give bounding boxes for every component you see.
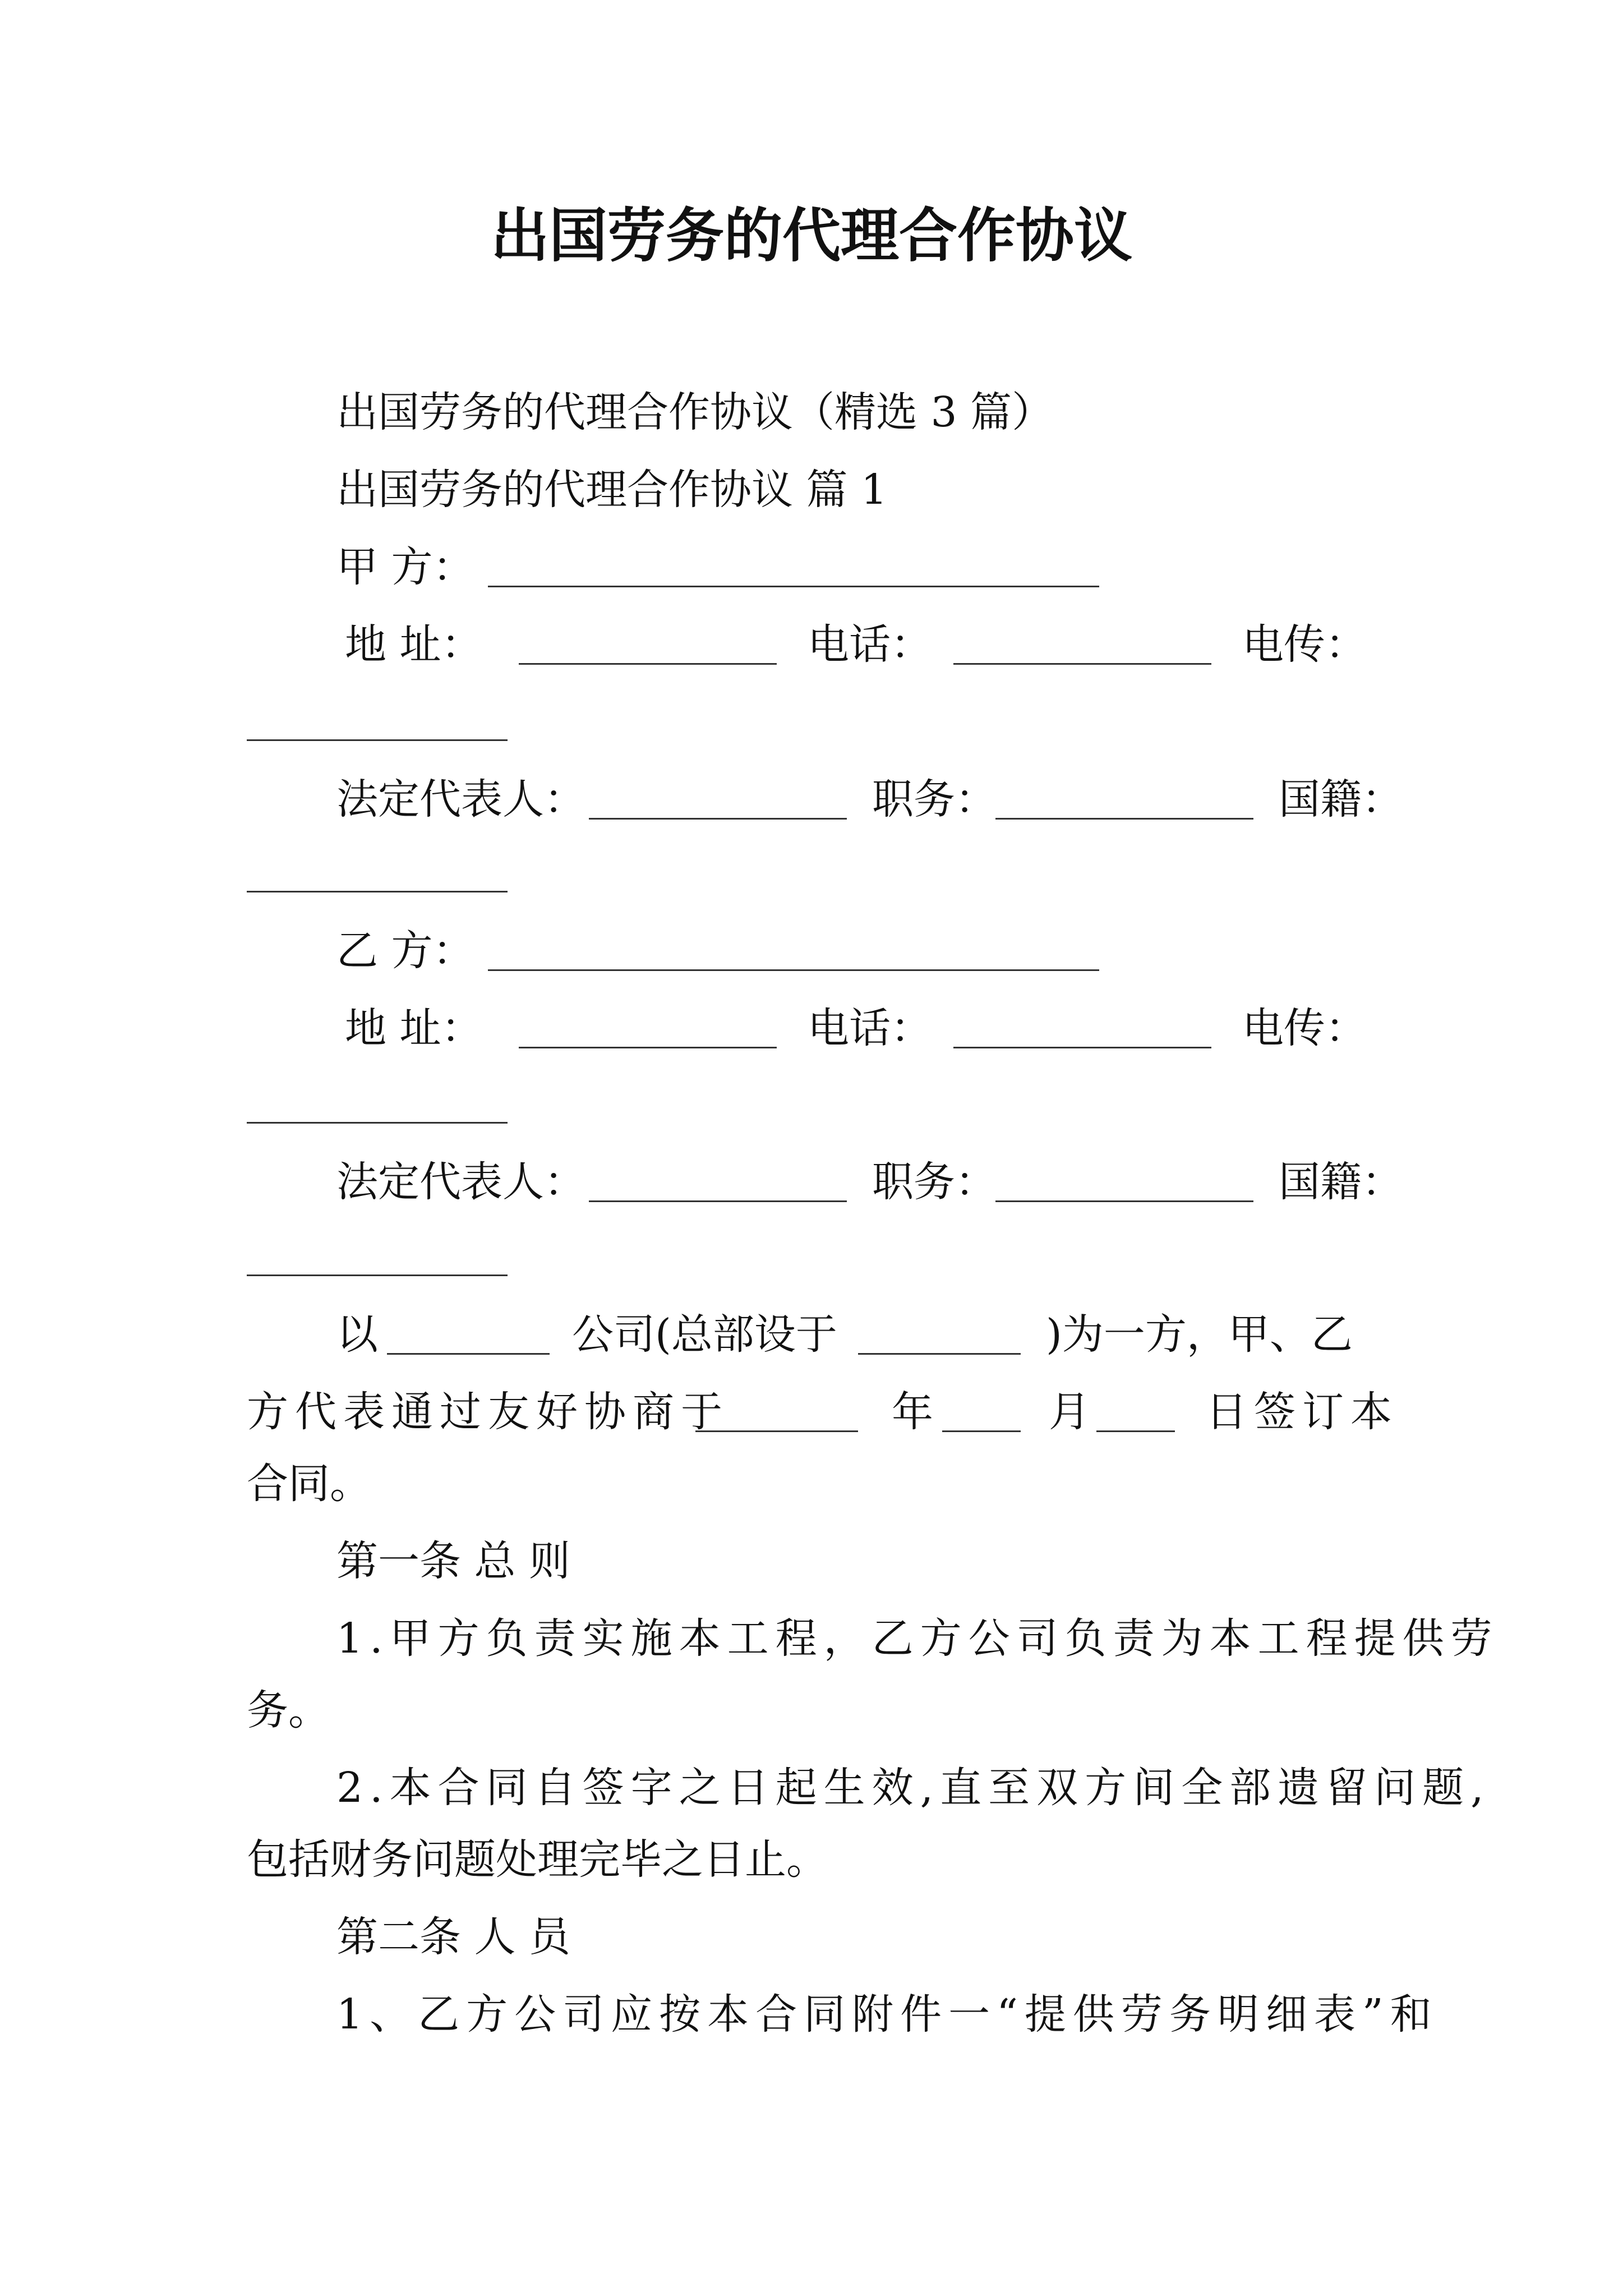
- document-title: 出国劳务的代理合作协议: [490, 201, 1132, 270]
- year-blank: [695, 1430, 858, 1432]
- party-a-post-label: 职务：: [872, 775, 997, 823]
- article-1-item-2-line-2: [0, 1829, 1623, 1890]
- party-b-address-blank: [519, 1047, 777, 1048]
- party-a-address-label: 地 址：: [345, 620, 483, 669]
- article-2-heading: 第二条 人 员: [336, 1913, 571, 1961]
- party-a-nation-label: 国籍：: [1279, 775, 1403, 823]
- party-a-label: 甲 方：: [336, 543, 474, 591]
- month-blank: [942, 1430, 1021, 1432]
- subtitle-line: [0, 381, 1623, 443]
- party-b-nation-label: 国籍：: [1279, 1158, 1403, 1206]
- party-a-phone-blank: [953, 663, 1211, 665]
- party-b-line: [0, 920, 1623, 982]
- party-a-rep-blank: [589, 818, 847, 820]
- party-a-rep-line: [0, 769, 1623, 830]
- section-heading: 出国劳务的代理合作协议 篇 1: [336, 466, 888, 514]
- day-blank: [1096, 1430, 1175, 1432]
- preamble-text: 合同。: [247, 1460, 371, 1508]
- preamble-text: 年: [892, 1388, 933, 1436]
- party-b-contact-line: [0, 997, 1623, 1059]
- article-1-item-2-line-1: [0, 1757, 1623, 1819]
- party-a-fax-label: 电传：: [1242, 620, 1367, 669]
- party-b-address-label: 地 址：: [345, 1004, 483, 1052]
- preamble-text: 日签订本: [1206, 1388, 1399, 1436]
- party-b-fax-label: 电传：: [1242, 1004, 1367, 1052]
- party-b-fax-blank: [247, 1122, 508, 1124]
- party-b-rep-line: [0, 1151, 1623, 1213]
- party-b-post-blank: [995, 1200, 1253, 1202]
- party-a-phone-label: 电话：: [808, 620, 932, 669]
- preamble-line-1: [0, 1304, 1623, 1365]
- preamble-text: 方代表通过友好协商于: [247, 1388, 729, 1436]
- article-1-heading-line: [0, 1530, 1623, 1592]
- preamble-text: 月: [1049, 1388, 1090, 1436]
- article-1-item-1-line-2: [0, 1680, 1623, 1741]
- party-a-address-blank: [519, 663, 777, 665]
- article-1-item-1-line-1: [0, 1608, 1623, 1669]
- party-b-rep-label: 法定代表人：: [336, 1158, 585, 1206]
- party-b-label: 乙 方：: [336, 927, 474, 975]
- article-2-heading-line: [0, 1906, 1623, 1968]
- party-b-post-label: 职务：: [872, 1158, 997, 1206]
- preamble-line-3: [0, 1453, 1623, 1515]
- party-b-blank: [488, 969, 1099, 971]
- party-b-nation-blank: [247, 1274, 508, 1276]
- preamble-text: 公司(总部设于: [572, 1310, 837, 1359]
- preamble-text: 以: [336, 1310, 378, 1359]
- preamble-line-2: [0, 1381, 1623, 1443]
- party-a-line: [0, 536, 1623, 598]
- company-blank: [387, 1353, 550, 1355]
- article-1-item-2: 2.本合同自签字之日起生效,直至双方间全部遗留问题,: [336, 1764, 1491, 1812]
- article-1-heading: 第一条 总 则: [336, 1537, 571, 1585]
- section-line: [0, 459, 1623, 521]
- subtitle: 出国劳务的代理合作协议（精选 3 篇）: [336, 388, 1054, 436]
- party-a-rep-label: 法定代表人：: [336, 775, 585, 823]
- party-a-post-blank: [995, 818, 1253, 820]
- article-1-item-1: 1.甲方负责实施本工程，乙方公司负责为本工程提供劳: [336, 1614, 1499, 1663]
- party-b-phone-blank: [953, 1047, 1211, 1048]
- party-a-nation-blank: [247, 891, 508, 892]
- article-1-item-2-cont: 包括财务问题处理完毕之日止。: [247, 1835, 828, 1884]
- party-b-phone-label: 电话：: [808, 1004, 932, 1052]
- party-a-fax-blank: [247, 739, 508, 741]
- article-2-item-1-line-1: [0, 1984, 1623, 2045]
- preamble-text: )为一方，甲、乙: [1046, 1310, 1353, 1359]
- party-b-rep-blank: [589, 1200, 847, 1202]
- article-1-item-1-cont: 务。: [247, 1686, 330, 1734]
- article-2-item-1: 1、乙方公司应按本合同附件一“提供劳务明细表”和: [336, 1990, 1438, 2039]
- headquarters-blank: [858, 1353, 1021, 1355]
- party-a-contact-line: [0, 614, 1623, 675]
- party-a-blank: [488, 586, 1099, 587]
